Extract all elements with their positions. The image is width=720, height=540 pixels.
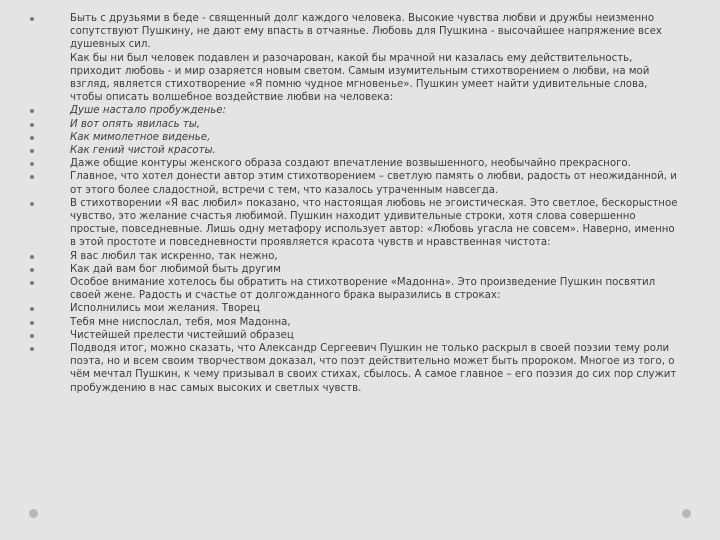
bullet-paragraph: Как дай вам бог любимой быть другим [30,263,680,276]
bullet-paragraph: Исполнились мои желания. Творец [30,302,680,315]
bullet-paragraph: Особое внимание хотелось бы обратить на стихотворение «Мадонна». Это произведение Пушкин посвятил своей жене. Радость и счастье от долгожданного брака выразились в строках: [30,276,680,302]
corner-dot-left [29,509,38,518]
bullet-paragraph: Душе настало пробужденье: [30,104,680,117]
bullet-paragraph: Тебя мне ниспослал, тебя, моя Мадонна, [30,316,680,329]
bullet-paragraph: Чистейшей прелести чистейший образец [30,329,680,342]
corner-dot-right [682,509,691,518]
bullet-paragraph: Быть с друзьями в беде - священный долг каждого человека. Высокие чувства любви и дружбы неизменно сопутствуют Пушкину, не дают ему впасть в отчаянье. Любовь для Пушкина - высочайшее напряжение всех душевных сил. Как бы ни был человек подавлен и разочарован, какой бы мрачной ни казалась ему действительность, приходит любовь - и мир озаряется новым светом. Самым изумительным стихотворением о любви, на мой взгляд, является стихотворение «Я помню чудное мгновенье». Пушкин умеет найти удивительные слова, чтобы описать волшебное воздействие любви на человека: [30,12,680,104]
bullet-paragraph: Подводя итог, можно сказать, что Александр Сергеевич Пушкин не только раскрыл в своей поэзии тему роли поэта, но и всем своим творчеством доказал, что поэт действительно может быть пророком. Многое из того, о чём мечтал Пушкин, к чему призывал в своих стихах, сбылось. А самое главное – его поэзия до сих пор служит пробуждению в нас самых высоких и светлых чувств. [30,342,680,395]
bullet-paragraph: И вот опять явилась ты, [30,118,680,131]
bullet-paragraph: Я вас любил так искренно, так нежно, [30,250,680,263]
bullet-paragraph: В стихотворении «Я вас любил» показано, что настоящая любовь не эгоистическая. Это светлое, бескорыстное чувство, это желание счастья любимой. Пушкин находит удивительные строки, хотя слова совершенно простые, повседневные. Лишь одну метафору использует автор: «Любовь угасла не совсем». Наверно, именно в этой простоте и повседневности проявляется красота чувств и нравственная чистота: [30,197,680,250]
bullet-paragraph: Главное, что хотел донести автор этим стихотворением – светлую память о любви, радость от неожиданной, и от этого более сладостной, встречи с тем, что казалось утраченным навсегда. [30,170,680,196]
bullet-list [30,12,680,395]
slide-content [30,12,680,395]
bullet-paragraph: Даже общие контуры женского образа создают впечатление возвышенного, необычайно прекрасного. [30,157,680,170]
bullet-paragraph: Как гений чистой красоты. [30,144,680,157]
bullet-paragraph: Как мимолетное виденье, [30,131,680,144]
